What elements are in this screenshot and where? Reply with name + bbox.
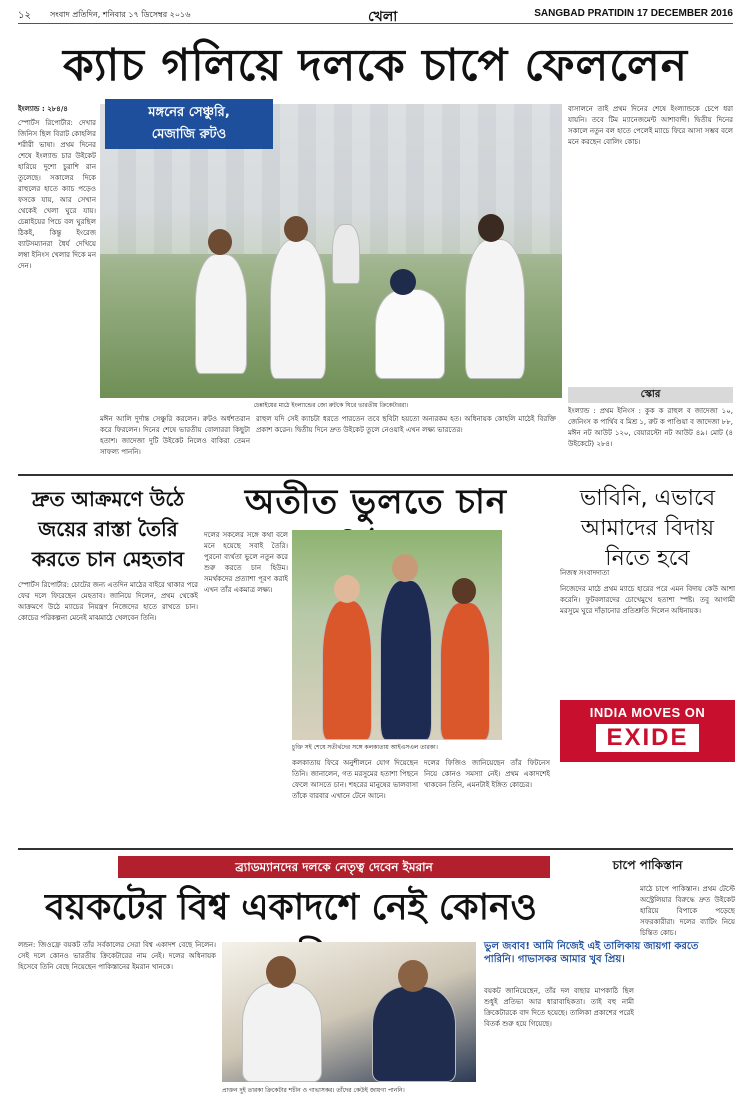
boycott-headline: বয়কটের বিশ্ব একাদশে নেই কোনও (44, 887, 538, 928)
kicker-line-2: মেজাজি রুটও (151, 127, 227, 142)
story2-column-d (424, 758, 550, 842)
story1-col2-text: মঈন আলি দুর্দান্ত সেঞ্চুরি করলেন। রুটও অর্ধশতরান করে ফিরলেন। দিনের শেষে ভারতীয় বোলাররা কিছুটা হতাশ। জাদেজা দুটি উইকেট নিলেও বাকিরা তেমন সাফল্য পাননি। (100, 415, 250, 456)
story2-column-a (18, 580, 198, 840)
story1-column-1 (18, 104, 96, 444)
story3-col-b-text: বয়কট জানিয়েছেন, তাঁর দল বাছার মাপকাঠি ছিল শুধুই প্রতিভা আর ধারাবাহিকতা। তাই বহু নামী ক্রিকেটারকে বাদ দিতে হয়েছে। তালিকা প্রকাশের পরেই বিতর্ক শুরু হয়ে গিয়েছে। (484, 987, 634, 1028)
football-photo (292, 530, 502, 740)
scorecard-text-box (568, 406, 733, 472)
exide-logo: EXIDE (596, 724, 698, 752)
lead-headline: ক্যাচ গলিয়ে দলকে চাপে ফেললেন (62, 40, 689, 91)
story1-kicker (105, 99, 273, 149)
divider (18, 474, 733, 476)
story2-column-e (560, 584, 735, 694)
story2-col-b-text: দলের সকলের সঙ্গে কথা বলে মনে হয়েছে সবাই তৈরি। পুরনো ব্যর্থতা ভুলে নতুন করে শুরু করতে চান হিউম। সমর্থকদের প্রত্যাশা পূরণ করাই এখন তাঁর একমাত্র লক্ষ্য। (204, 531, 288, 594)
football-photo-caption: চুক্তি সই শেষে সতীর্থদের সঙ্গে কলকাতায় আইএসএল তারকা। (292, 744, 438, 751)
pakistan-heading: চাপে পাকিস্তান (612, 858, 683, 872)
right-byline: নিজস্ব সংবাদদাতা (560, 569, 610, 577)
story2-col-a-text: স্পোর্টস রিপোর্টার: চোটের জন্য এতদিন মাঠের বাইরে থাকার পরে ফের দলে ফিরেছেন মেহতাব। জানিয়ে দিলেন, প্রথম থেকেই আক্রমণে উঠে ম্যাচের নিয়ন্ত্রণ নিজেদের হাতে রাখতে চান। কোচের পরিকল্পনা মেনেই মাঝমাঠে খেলবেন তিনি। (18, 581, 198, 622)
story2-col-e-text: নিজেদের মাঠে প্রথম ম্যাচে হারের পরে এমন বিদায় কেউ আশা করেনি। ফুটবলারদের চোখেমুখে হতাশা স্পষ্ট। তবু আগামী মরসুমে ঘুরে দাঁড়ানোর প্রতিশ্রুতি দিলেন অধিনায়ক। (560, 585, 735, 615)
gavaskar-photo-caption: প্রাক্তন দুই তারকা ক্রিকেটার শচীন ও গাভাসকর। তাঁদের কেউই জায়গা পাননি। (222, 1087, 405, 1094)
story2-side-strip (506, 530, 550, 740)
scorecard-text: ইংল্যান্ড : প্রথম ইনিংস : কুক ক রাহুল ব জাদেজা ১০, জেনিংস ক পার্থিব ব মিশ্র ১, রুট ক পাণ্ডিয়া ব জাদেজা ৮৮, মঈন নট আউট ১২০, বেয়ারস্টো নট আউট ৪৯। মোট (৪ উইকেটে) ২৮৪। (568, 407, 733, 448)
story2-column-c (292, 758, 418, 842)
story3-column-a (18, 940, 216, 1105)
exide-advertisement[interactable] (560, 700, 735, 762)
story3-col-c-text: মাঠে চাপে পাকিস্তান। প্রথম টেস্টে অস্ট্রেলিয়ার বিরুদ্ধে দ্রুত উইকেট হারিয়ে বিপাকে পড়েছে সফরকারীরা। দলের ব্যাটিং নিয়ে চিন্তিত কোচ। (640, 885, 735, 937)
photo-caption: চেন্নাইয়ের মাঠে ইংল্যান্ডের জো রুটকে ঘিরে ভারতীয় ক্রিকেটাররা। (253, 402, 409, 409)
page-number: ১২ (18, 10, 31, 21)
story2-right-byline (560, 568, 735, 580)
story1-col1-text: স্পোর্টস রিপোর্টার: দেখার জিনিস ছিল বিরাট কোহলির শরীরী ভাষা। প্রথম দিনের শেষে ইংল্যান্ড চার উইকেট হারিয়ে দুশো চুরাশি রান তুলেছে। সকালের দিকে রাহুলের হাতে ক্যাচ পড়েও ফসকে যায়, আর সেখান থেকেই খেলা ঘুরে যায়। চেন্নাইয়ের পিচে বল ঘুরছিল ঠিকই, কিন্তু ইংরেজ ব্যাটসম্যানরা ধৈর্য দেখিয়ে লম্বা ইনিংস খেলার দিকে মন দেন। (18, 119, 96, 270)
pull-quote: ভুল জবাব! আমি নিজেই এই তালিকায় জায়গা করতে পারিনি। গাভাসকর আমার খুব প্রিয়। (484, 941, 699, 965)
story1-col3-text: রাহুল যদি সেই ক্যাচটা ধরতে পারতেন তবে ছবিটা হয়তো অন্যরকম হত। অধিনায়ক কোহলি মাঠেই বিরক্তি প্রকাশ করেন। দ্বিতীয় দিনে দ্রুত উইকেট তুলে নেওয়াই এখন লক্ষ্য ভারতের। (256, 415, 556, 434)
story3-column-b (484, 986, 634, 1106)
section-title: খেলা (368, 9, 398, 25)
kicker-line-1: মঙ্গনের সেঞ্চুরি, (148, 105, 230, 120)
story1-column-3 (256, 414, 556, 472)
hume-headline: অতীত ভুলতে চান (244, 482, 508, 522)
story1-right-text: বাসালনে তাই প্রথম দিনের শেষে ইংল্যান্ডকে চেপে ধরা যায়নি। তবে টিম ম্যানেজমেন্ট আশাবাদী। দ্বিতীয় দিনের সকালে নতুন বল হাতে পেলেই ম্যাচে ফিরে আসা সম্ভব বলে মনে করছেন বোলিং কোচ। (568, 105, 733, 146)
story2-col-c-text: কলকাতায় ফিরে অনুশীলনে যোগ দিয়েছেন তিনি। জানালেন, গত মরসুমের হতাশা পিছনে ফেলে আসতে চান। শহরের মানুষের ভালবাসা তাঁকে বারবার এখানে টেনে আনে। (292, 759, 418, 800)
scorecard-title: স্কোর (568, 387, 733, 403)
masthead-date: সংবাদ প্রতিদিন, শনিবার ১৭ ডিসেম্বর ২০১৬ (50, 10, 191, 19)
divider (18, 848, 733, 850)
mehtab-headline: দ্রুত আক্রমণে উঠে জয়ের রাস্তা তৈরি করতে চান মেহতাব (31, 487, 185, 571)
story1-column-2 (100, 414, 250, 472)
masthead-brand: SANGBAD PRATIDIN 17 DECEMBER 2016 (534, 8, 733, 19)
story2-col-d-text: দলের ফিজিও জানিয়েছেন তাঁর ফিটনেস নিয়ে কোনও সমস্যা নেই। প্রথম একাদশেই থাকবেন তিনি, এমনটাই ইঙ্গিত কোচের। (424, 759, 550, 789)
story1-byline: ইংল্যান্ড : ২৮৪/৪ (18, 105, 68, 113)
story3-col-a-text: লন্ডন: জিওফ্রে বয়কট তাঁর সর্বকালের সেরা বিশ্ব একাদশ বেছে নিলেন। সেই দলে কোনও ভারতীয় ক্রিকেটারের নাম নেই। দলের অধিনায়ক হিসেবে তিনি বেছে নিয়েছেন পাকিস্তানের ইমরান খানকে। (18, 941, 216, 971)
story1-right-column (568, 104, 733, 384)
masthead (18, 4, 733, 24)
exit-headline: ভাবিনি, এভাবে আমাদের বিদায় নিতে হবে (579, 486, 716, 571)
ad-tagline: INDIA MOVES ON (589, 705, 706, 720)
story3-column-c (640, 884, 735, 1106)
imran-band: ব্র্যাডম্যানদের দলকে নেতৃত্ব দেবেন ইমরান (118, 856, 550, 878)
story2-column-b (204, 530, 288, 840)
gavaskar-tendulkar-photo (222, 942, 476, 1082)
